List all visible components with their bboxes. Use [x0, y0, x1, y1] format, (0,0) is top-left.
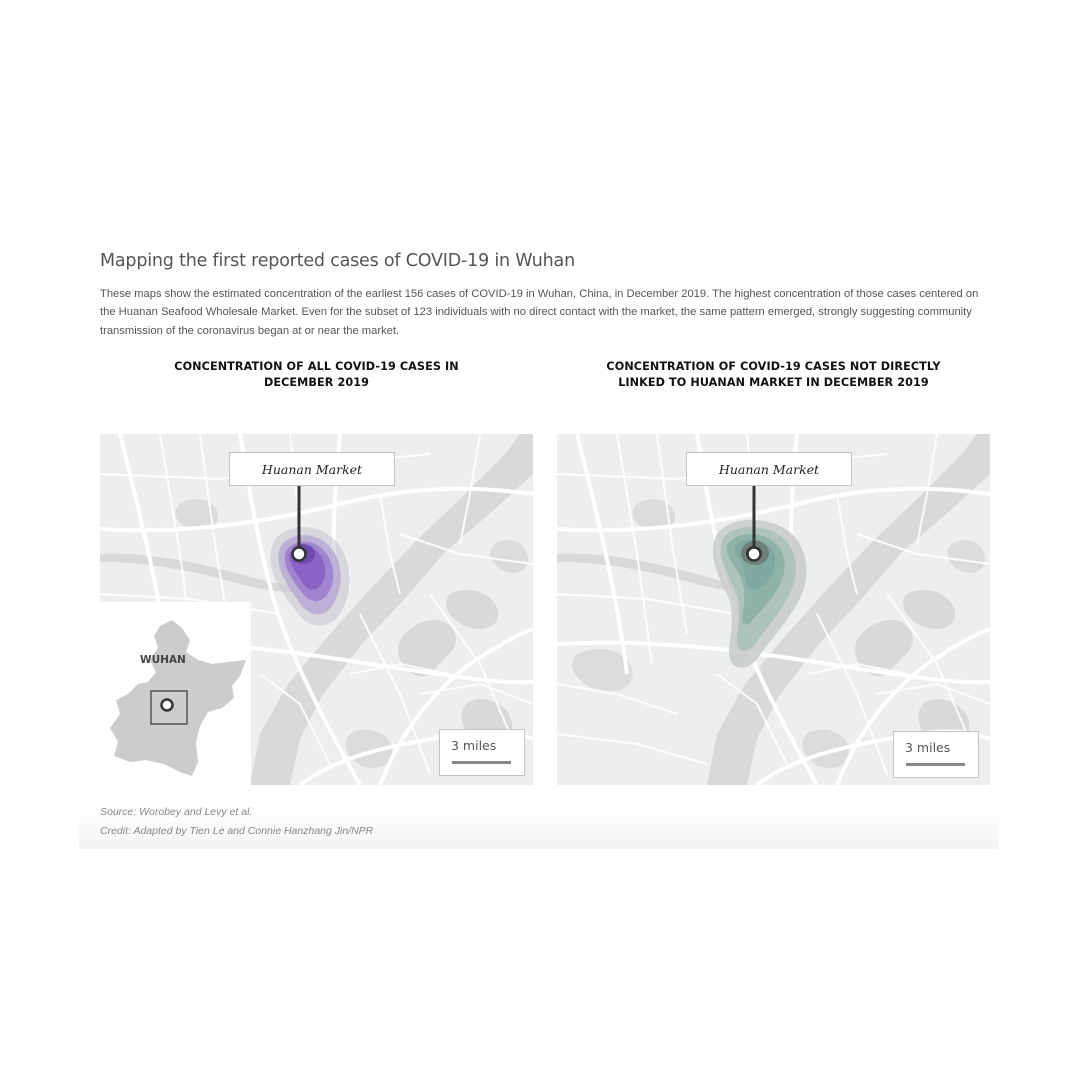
figure-title: Mapping the first reported cases of COVID-19 in Wuhan: [100, 251, 575, 271]
figure-description: These maps show the estimated concentration of the earliest 156 cases of COVID-19 in Wuhan, China, in December 2019. The highest concentration of those cases centered on the Huanan Seafood Wholesale Market. Even for the subset of 123 individuals with no direct contact with the market, the same pattern emerged, strongly suggesting community transmission of the coronavirus began at or near the market.: [100, 288, 979, 337]
map-all-cases: [100, 434, 533, 785]
map-heading-all-cases: CONCENTRATION OF ALL COVID-19 CASES IN DECEMBER 2019: [174, 360, 459, 389]
scale-bar: [452, 761, 511, 764]
scale-label: 3 miles: [905, 740, 951, 755]
market-label: Huanan Market: [686, 452, 852, 486]
market-label: Huanan Market: [229, 452, 395, 486]
scale-legend: [893, 731, 979, 778]
wuhan-region-shape: [110, 620, 246, 776]
map-not-linked-cases: [557, 434, 990, 785]
inset-label: WUHAN: [140, 654, 186, 666]
lake: [947, 540, 985, 573]
wuhan-outline: [100, 602, 251, 785]
wuhan-locator-inset: [100, 602, 251, 785]
lake: [490, 540, 528, 573]
market-pin: [748, 548, 761, 561]
lake: [446, 590, 498, 629]
source-note: Source: Worobey and Levy et al.: [100, 806, 253, 818]
case-density: [270, 527, 349, 625]
scale-legend: [439, 729, 525, 776]
map-heading-not-linked: CONCENTRATION OF COVID-19 CASES NOT DIRECTLY LINKED TO HUANAN MARKET IN DECEMBER 2019: [606, 360, 941, 389]
scale-bar: [906, 763, 965, 766]
inset-market-pin: [162, 700, 173, 711]
credit-note: Credit: Adapted by Tien Le and Connie Hanzhang Jin/NPR: [100, 825, 374, 837]
figure-footer: [100, 803, 373, 841]
scale-label: 3 miles: [451, 738, 497, 753]
market-pin: [293, 548, 306, 561]
lake: [903, 590, 955, 629]
